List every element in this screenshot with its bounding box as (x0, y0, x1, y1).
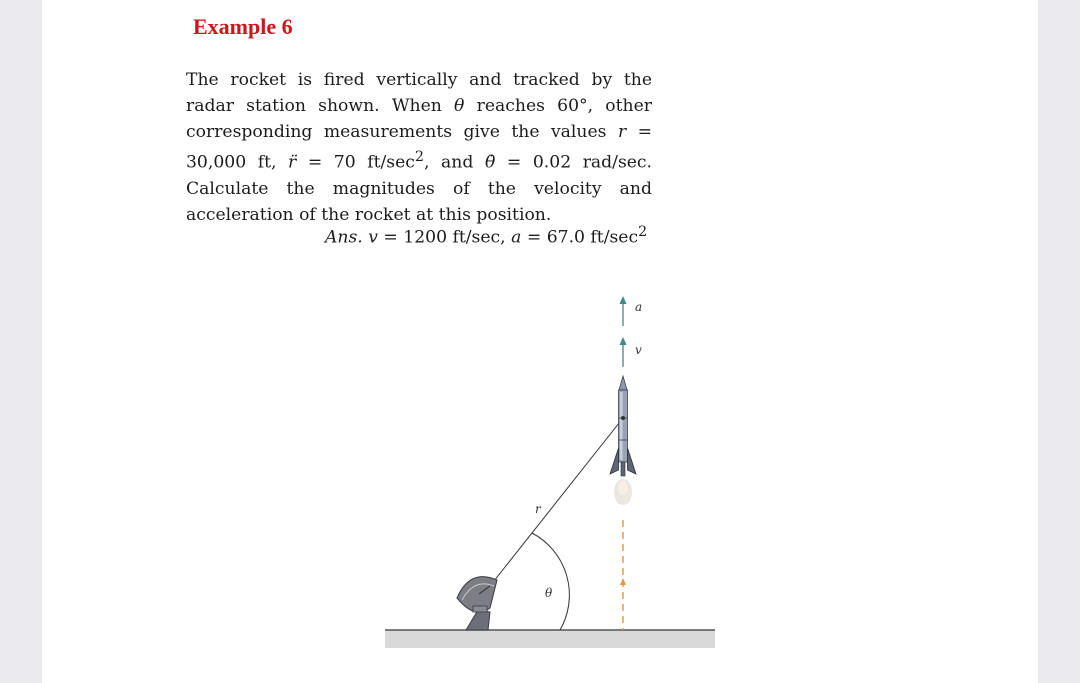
ground (385, 630, 715, 648)
problem-statement: The rocket is fired vertically and tracked by the radar station shown. When θ reaches 60°, other corresponding measurements give the values r = 30,000 ft, r̈ = 70 $ft/\sec^2$, and θ̇ = 0.02 rad/sec. Calculate the magnitudes of the velocity and acceleration of the rocket at this position. (186, 70, 653, 225)
acceleration-arrowhead (620, 296, 627, 304)
r-label: r (535, 502, 541, 516)
rocket-radar-figure (42, 0, 1038, 683)
v-label: v (635, 343, 642, 357)
velocity-arrowhead (620, 337, 627, 345)
rocket-nose (619, 376, 627, 390)
rocket-body (619, 390, 628, 462)
trajectory-arrow (620, 578, 626, 585)
radar-base (466, 610, 490, 630)
document-page (42, 0, 1038, 683)
answer-line: Ans. v = 1200 ft/sec, a = 67.0 $ft/\sec^2$ (325, 224, 648, 248)
line-of-sight-r (490, 418, 623, 586)
rocket (610, 376, 636, 476)
radar-station (457, 577, 497, 630)
theta-label: θ (545, 586, 553, 600)
a-label: a (635, 300, 643, 314)
theta-arc (532, 533, 569, 630)
example-heading: Example 6 (193, 14, 293, 39)
